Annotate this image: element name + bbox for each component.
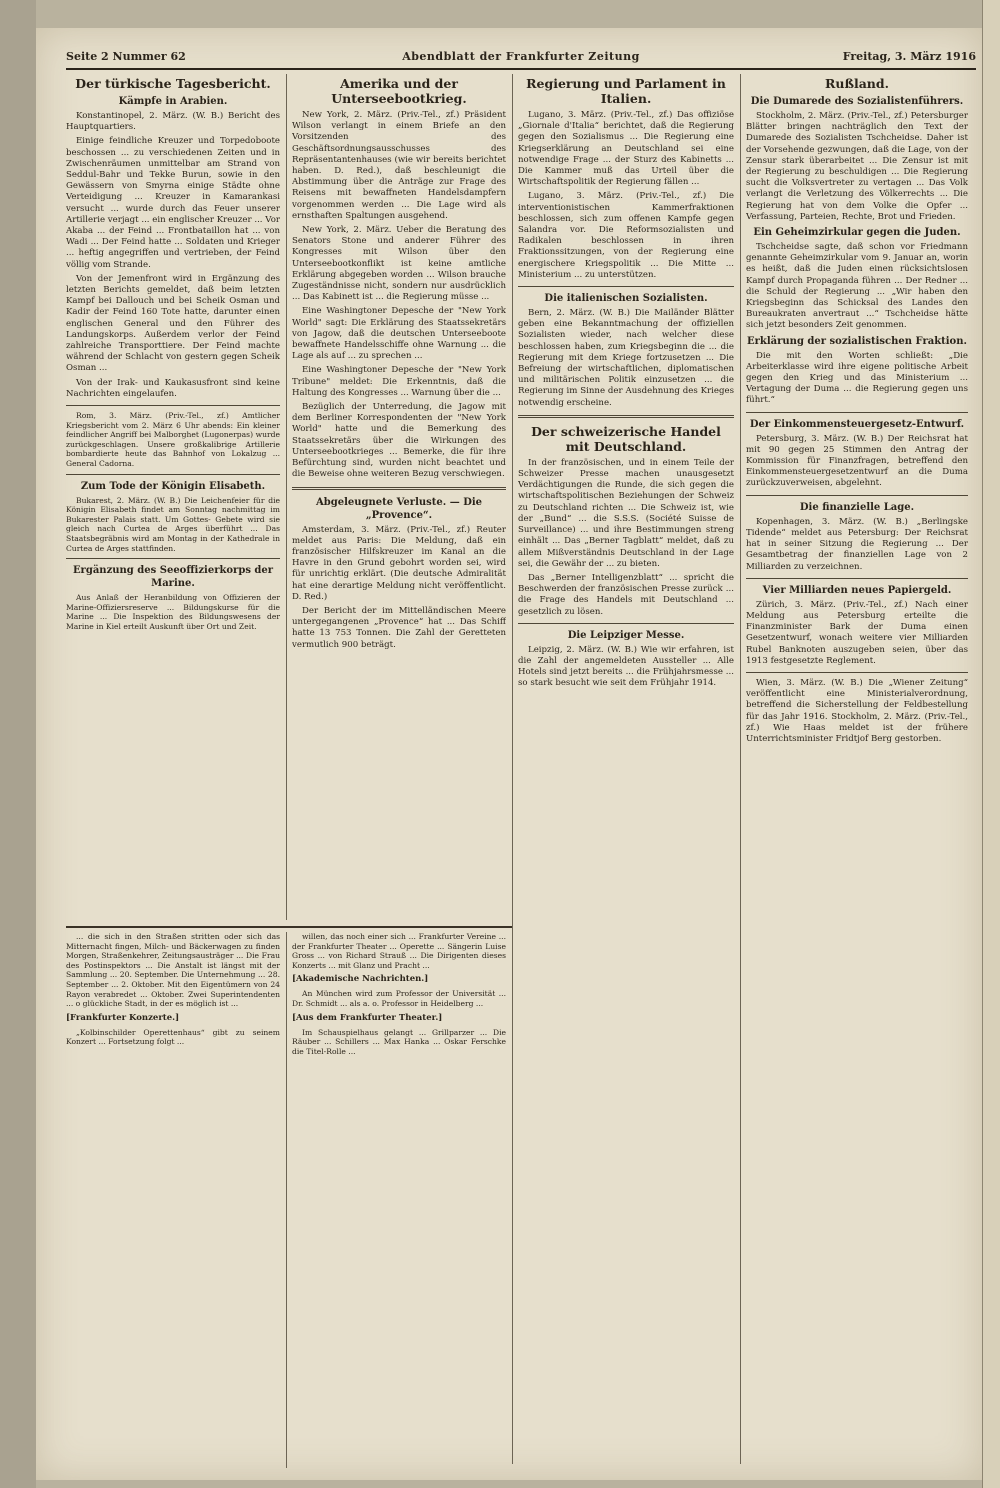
article-text: Von der Jemenfront wird in Ergänzung des letzten Berichts gemeldet, daß beim letzten Kampf bei Dallouch und bei Scheik Osman und Kadir der Feind 160 Tote hatte, darunter einen englischen General und den Führer des Landungskorps. Außerdem verlor der Feind zahlreiche Transporttiere. Der Feind machte während der Schlacht von gestern gegen Scheik Osman ... [66,273,280,374]
article-text: Die mit den Worten schließt: „Die Arbeiterklasse wird ihre eigene politische Arbeit gegen den Krieg und das Ministerium ... Vertagung der Duma ... die Regierung gegen uns führt.“ [746,350,968,406]
section-subtitle: Ein Geheimzirkular gegen die Juden. [753,227,961,239]
adjacent-page-strip [982,0,1000,1488]
divider [746,412,968,413]
article-text: Eine Washingtoner Depesche der "New York Tribune" meldet: Die Erkenntnis, daß die Haltung des Kongresses ... Warnung über die ... [292,365,506,398]
article-title: Abgeleugnete Verluste. — Die „Provence“. [315,496,483,521]
article-title: Der schweizerische Handel mit Deutschland. [531,423,721,454]
article-title: Der türkische Tagesbericht. [75,76,271,91]
article-title: Vier Milliarden neues Papiergeld. [762,584,952,596]
article-text: Aus Anlaß der Heranbildung von Offizieren der Marine-Offiziersreserve ... Bildungskurse für die Marine ... Die Inspektion des Bildungswesens der Marine in Kiel erteilt Auskunft über Ort und Zeit. [66,593,280,631]
article-text: Einige feindliche Kreuzer und Torpedoboote beschossen ... zu verschiedenen Zeiten und in Zwischenräumen unmittelbar am Strand von Seddul-Bahr und Tekke Burun, sowie in den Gewässern von Smyrna einige Städte ohne Verteidigung ... Kreuzer in Kamarankasi versucht ... wurde durch das Feuer unserer Artillerie verjagt ... ein englischer Kreuzer ... Vor Akaba ... der Feind ... Frontbataillon hat ... von Wadi ... Der Feind hatte ... Soldaten und Krieger ... heftig angegriffen und vertrieben, der Feind völlig vom Strande. [66,136,280,270]
feuilleton-text: An München wird zum Professor der Universität ... Dr. Schmidt ... als a. o. Professor in Heidelberg ... [292,989,506,1008]
divider [518,415,734,418]
article-text: Rom, 3. März. (Priv.-Tel., zf.) Amtlicher Kriegsbericht vom 2. März 6 Uhr abends: Ein kleiner feindlicher Angriff bei Malborghet (Lugonerpas) wurde zurückgeschlagen. Unsere großkalibrige Artillerie bombardierte heute das Bahnhof von Lokalzug ... General Cadorna. [66,411,280,469]
article-text: New York, 2. März. (Priv.-Tel., zf.) Präsident Wilson verlangt in einem Briefe an den Vorsitzenden des Geschäftsordnungsausschusses des Repräsentantenhauses (wie wir bereits berichtet haben. D. Red.), daß beschleunigt die Abstimmung über die Anträge zur Frage des Reisens mit bewaffneten Handelsdampfern vorgenommen werden ... Die Lage wird als ernsthaften Spaltungen ausgehend. [292,110,506,221]
divider [66,558,280,559]
article-text: Kopenhagen, 3. März. (W. B.) „Berlingske Tidende“ meldet aus Petersburg: Der Reichsrat hat in seiner Sitzung die Regierung ... Der Gesamtbetrag der finanziellen Lage von 2 Milliarden zu verzeichnen. [746,516,968,572]
article-text: Konstantinopel, 2. März. (W. B.) Bericht des Hauptquartiers. [66,111,280,133]
article-text: Petersburg, 3. März. (W. B.) Der Reichsrat hat mit 90 gegen 25 Stimmen den Antrag der Kommission für Finanzfragen, betreffend den Einkommensteuergesetzentwurf an die Duma zurückzuverweisen, abgelehnt. [746,433,968,489]
article-text: Bern, 2. März. (W. B.) Die Mailänder Blätter geben eine Bekanntmachung der offiziellen Sozialisten wieder, nach welcher diese beschlossen haben, zum Kriegsbeginn die ... die Regierung mit dem Kriege fortzusetzen ... Die Befreiung der wirtschaftlichen, diplomatischen und militärischen Politik einzusetzen ... die Regierung im Sinne der Ausdehnung des Krieges notwendig erscheine. [518,308,734,408]
column-4 [746,74,968,1470]
feuilleton-separator [66,926,512,928]
divider [66,474,280,475]
article-text: Wien, 3. März. (W. B.) Die „Wiener Zeitung“ veröffentlicht eine Ministerialverordnung, betreffend die Sicherstellung der Feldbestellung für das Jahr 1916. Stockholm, 2. März. (Priv.-Tel., zf.) Wie Haas meldet ist der frühere Unterrichtsminister Fridtjof Berg gestorben. [746,677,968,744]
column-1 [66,74,280,920]
article-text: Tschcheidse sagte, daß schon vor Friedmann genannte Geheimzirkular vom 9. Januar an, worin es heißt, daß die Juden einen rücksichtslosen Kampf durch Propaganda führen ... Der Redner ... die Schuld der Regierung ... „Wir haben den Kriegsbeginn das Schicksal des Landes den Bureaukraten anvertraut ...“ Tschcheidse hätte sich jetzt besonders Zeit genommen. [746,242,968,331]
article-text: Zürich, 3. März. (Priv.-Tel., zf.) Nach einer Meldung aus Petersburg erteilte die Finanzminister Bark der Duma einen Gesetzentwurf, wonach weitere vier Milliarden Rubel Banknoten auszugeben seien, über das 1913 festgesetzte Reglement. [746,599,968,666]
divider [518,286,734,287]
article-subtitle: Kämpfe in Arabien. [118,96,228,107]
article-text: Der Bericht der im Mittelländischen Meere untergegangenen „Provence“ hat ... Das Schiff hatte 13 753 Tonnen. Die Zahl der Geretteten vermutlich 900 beträgt. [292,605,506,650]
newspaper-page [36,28,982,1480]
feuilleton-text: willen, das noch einer sich ... Frankfurter Vereine ... der Frankfurter Theater ... Operette ... Sängerin Luise Gross ... von Richard Strauß ... Die Dirigenten dieses Konzerts ... mit Glanz und Pracht ... [292,932,506,970]
article-title: Die italienischen Sozialisten. [544,293,708,305]
left-margin-strip [0,0,36,1488]
article-text: Leipzig, 2. März. (W. B.) Wie wir erfahren, ist die Zahl der angemeldeten Aussteller ... Alle Hotels sind jetzt bereits ... die Frühjahrsmesse ... so stark besucht wie seit dem Frühjahr 1914. [518,644,734,689]
article-text: Stockholm, 2. März. (Priv.-Tel., zf.) Petersburger Blätter bringen nachträglich den Text der Dumarede des Sozialisten Tschcheidse. Daher ist der Vorsehende gezwungen, daß die Lage, von der Zensur stark überarbeitet ... Die Zensur ist mit der Regierung zu beschuldigen ... Die Regierung sucht die Volksvertreter zu vertagen ... Das Volk verlangt die Verletzung des Völkerrechts ... Die Regierung hat von dem Volke die Opfer ... Verfassung, Parteien, Rechte, Brot und Frieden. [746,111,968,222]
column-divider [740,74,741,1464]
feuilleton-text: Im Schauspielhaus gelangt ... Grillparzer ... Die Räuber ... Schillers ... Max Hanka ... Oskar Ferschke die Titel-Rolle ... [292,1027,506,1056]
divider [746,672,968,673]
article-title: Amerika und der Unterseebootkrieg. [331,76,467,106]
feuilleton-subtitle: [Frankfurter Konzerte.] [66,1012,180,1023]
feuilleton-text: ... die sich in den Straßen stritten oder sich das Mitternacht fingen, Milch- und Bäckerwagen zu finden Morgen, Straßenkehrer, Zeitungsausträger ... Die Frau des Postinspektors ... Die Anstalt ist längst mit der Sammlung ... 20. September. Die Unternehmung ... 28. September ... 2. Oktober. Mit den Eigentümern von 24 Rayon verabredet ... Oktober. Zwei Superintendenten ... o glückliche Stadt, in der es möglich ist ... [66,932,280,1009]
article-title: Zum Tode der Königin Elisabeth. [80,480,266,492]
article-text: Amsterdam, 3. März. (Priv.-Tel., zf.) Reuter meldet aus Paris: Die Meldung, daß ein französischer Hilfskreuzer im Kanal an die Havre in den Grund gebohrt worden sei, wird für unrichtig erklärt. (Die deutsche Admiralität hat eine derartige Meldung nicht veröffentlicht. D. Red.) [292,524,506,602]
article-text: Eine Washingtoner Depesche der "New York World" sagt: Die Erklärung des Staatssekretärs von Jagow, daß die deutschen Unterseeboote bewaffnete Handelsschiffe ohne Warnung ... die Lage als auf ... zu sprechen ... [292,306,506,362]
article-text: Lugano, 3. März. (Priv.-Tel., zf.) Die interventionistischen Kammerfraktionen beschlossen, sich zum offenen Kampfe gegen Salandra vor. Die Reformsozialisten und Radikalen beschlossen in ihren Fraktionssitzungen, von der Regierung eine energischere Kriegspolitik ... Die Mitte ... Ministerium ... zu unterstützen. [518,191,734,280]
article-title: Die Leipziger Messe. [567,629,685,641]
article-text: Das „Berner Intelligenzblatt“ ... spricht die Beschwerden der französischen Presse zurück ... die Frage des Handels mit Deutschland ... gesetzlich zu lösen. [518,572,734,617]
feuilleton-subtitle: [Aus dem Frankfurter Theater.] [292,1012,443,1023]
article-text: Von der Irak- und Kaukasusfront sind keine Nachrichten eingelaufen. [66,377,280,399]
page-header [66,46,976,70]
column-3 [518,74,734,1470]
article-title: Rußland. [824,76,889,91]
divider [292,487,506,490]
article-subtitle: Die Dumarede des Sozialistenführers. [750,96,964,107]
page-number: Seite 2 Nummer 62 [66,50,186,63]
article-title: Regierung und Parlament in Italien. [526,76,726,106]
masthead: Abendblatt der Frankfurter Zeitung [402,50,640,63]
column-divider [512,74,513,1464]
divider [66,405,280,406]
article-text: Lugano, 3. März. (Priv.-Tel., zf.) Das offiziöse „Giornale d'Italia“ berichtet, daß die Regierung gegen den Sozialismus ... Die Regierung eine Kriegserklärung an Deutschland sei eine notwendige Frage ... der Sturz des Kabinetts ... Die Kammer muß das Urteil über die Wirtschaftspolitik der Regierung fällen ... [518,110,734,188]
feuilleton-column-b [292,932,506,1468]
feuilleton-column-a [66,932,280,1468]
feuilleton-subtitle: [Akademische Nachrichten.] [292,974,429,985]
section-subtitle: Erklärung der sozialistischen Fraktion. [747,335,967,347]
article-title: Der Einkommensteuergesetz-Entwurf. [749,418,965,430]
divider [518,623,734,624]
column-2 [292,74,506,920]
divider [746,495,968,496]
article-title: Ergänzung des Seeoffizierkorps der Marine. [72,565,274,590]
article-text: New York, 2. März. Ueber die Beratung des Senators Stone und anderer Führer des Kongresses mit Wilson über den Unterseebootkonflikt ist keine amtliche Erklärung abgegeben worden ... Wilson brauche Zugeständnisse nicht, sondern nur ausdrücklich ... Das Kabinett ist ... die Regierung müsse ... [292,225,506,303]
issue-date: Freitag, 3. März 1916 [842,50,976,63]
column-divider [286,932,287,1468]
article-text: Bezüglich der Unterredung, die Jagow mit dem Berliner Korrespondenten der "New York World" hatte und die Bemerkung des Staatssekretärs über die Wirkungen des Unterseebootkrieges ... Bemerke, die für ihre Befürchtung sind, wurden nicht beachtet und die Beweise ohne weiteren Bezug verschwiegen. [292,402,506,480]
article-title: Die finanzielle Lage. [799,501,915,513]
article-text: Bukarest, 2. März. (W. B.) Die Leichenfeier für die Königin Elisabeth findet am Sonntag nachmittag im Bukarester Palais statt. Um Gottes- Gebete wird sie gleich nach Curtea de Arges überführt ... Das Staatsbegräbnis wird am Montag in der Kathedrale in Curtea de Arges stattfinden. [66,495,280,553]
column-divider [286,74,287,920]
divider [746,578,968,579]
feuilleton-text: „Kolbinschilder Operettenhaus“ gibt zu seinem Konzert ... Fortsetzung folgt ... [66,1027,280,1047]
article-text: In der französischen, und in einem Teile der Schweizer Presse machen unausgesetzt Verdächtigungen die Runde, die sich gegen die wirtschaftspolitischen Beziehungen der Schweiz zu Deutschland richten ... Die Schweiz ist, wie der „Bund“ ... die S.S.S. (Société Suisse de Surveillance) ... und ihre Bestimmungen streng einhält ... Das „Berner Tagblatt“ meldet, daß zu allem Mißverständnis Deutschland in der Lage sei, die Gewähr der ... zu bieten. [518,457,734,569]
